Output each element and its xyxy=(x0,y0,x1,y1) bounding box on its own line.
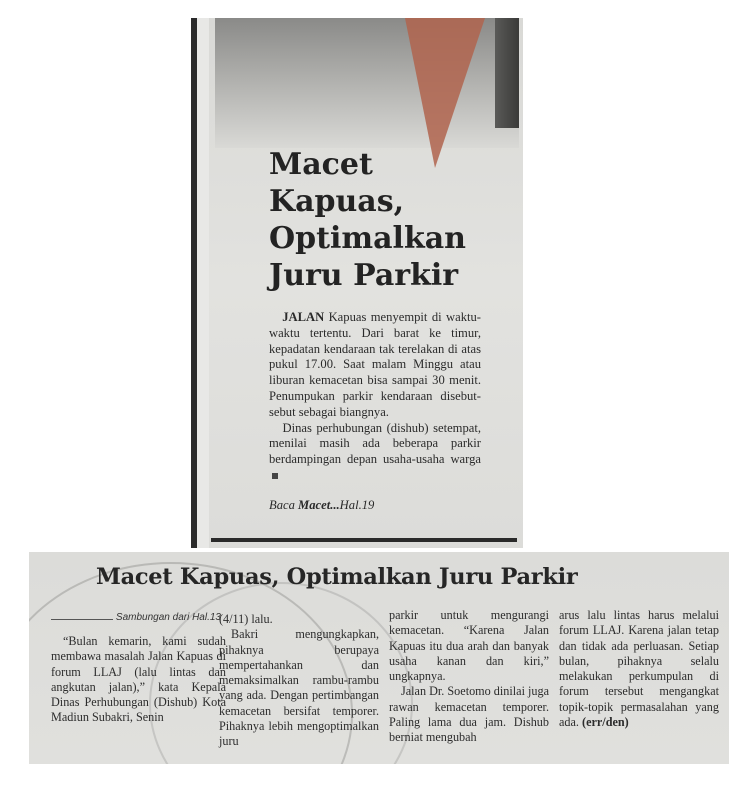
column-1 xyxy=(51,634,226,726)
paragraph-1 xyxy=(269,310,481,421)
column-2 xyxy=(219,612,379,750)
continue-reference xyxy=(269,498,374,513)
article-photo xyxy=(215,18,519,148)
headline-line-4: Juru Parkir xyxy=(269,258,459,293)
lead-word: JALAN xyxy=(282,310,325,324)
column-1-text: “Bulan kemarin, kami sudah membawa masalah Jalan Kapuas di forum LLAJ (lalu lintas dan angkutan jalan),” kata Kepala Dinas Perhubungan (Dishub) Kota Madiun Subakri, Senin xyxy=(51,634,226,725)
continued-from-rule xyxy=(51,619,113,620)
continued-from xyxy=(51,612,221,623)
clipping-bottom xyxy=(29,552,729,764)
headline-top xyxy=(269,146,499,294)
column-3-paragraph: Jalan Dr. Soetomo dinilai juga rawan kemacetan temporer. Paling lama dua jam. Dishub berniat mengubah xyxy=(389,684,549,745)
clipping-edge xyxy=(197,18,209,548)
column-4-text xyxy=(559,608,719,730)
paragraph-2-text: Dinas perhubungan (dishub) setempat, menilai masih ada beberapa parkir berdampingan depan usaha-usaha warga xyxy=(269,420,481,467)
headline-line-2: Kapuas, xyxy=(269,184,405,219)
paragraph-2 xyxy=(269,421,481,484)
headline-line-3: Optimalkan xyxy=(269,221,466,256)
column-4-body: arus lalu lintas harus melalui forum LLAJ. Karena jalan tetap dan tidak ada perluasan. Setiap bulan, pihaknya selalu melakukan perkumpulan di forum tersebut mengangkat topik-topik permasalahan yang ada. xyxy=(559,608,719,730)
continue-page: Hal.19 xyxy=(339,498,375,512)
cut-off-text-bottom xyxy=(40,764,740,785)
photo-dark-edge xyxy=(495,18,519,128)
clipping-top xyxy=(191,18,523,548)
end-mark-icon xyxy=(272,473,278,479)
paragraph-1-text: Kapuas menyempit di waktu-waktu tertentu. Dari barat ke timur, kepadatan kendaraan tak terelakan di atas pukul 17.00. Saat malam Minggu atau liburan kemacetan bisa sampai 30 menit. Penumpukan parkir kendaraan disebut-sebut sebagai biangnya. xyxy=(269,310,481,419)
column-3 xyxy=(389,608,549,746)
article-body-top xyxy=(269,310,481,484)
author-signature: (err/den) xyxy=(582,715,629,730)
headline-bottom: Macet Kapuas, Optimalkan Juru Parkir xyxy=(96,564,578,590)
column-3-first: parkir untuk mengurangi kemacetan. “Karena Jalan Kapuas itu dua arah dan banyak usaha kanan dan kiri,” ungkapnya. xyxy=(389,608,549,684)
continued-from-text: Sambungan dari Hal.13 xyxy=(115,612,221,623)
column-4 xyxy=(559,608,719,730)
headline-line-1: Macet xyxy=(269,147,373,182)
continue-bold: Macet... xyxy=(298,498,340,512)
column-2-first: (4/11) lalu. xyxy=(219,612,273,626)
continue-prefix: Baca xyxy=(269,498,295,512)
bottom-rule xyxy=(211,538,517,542)
column-2-paragraph: Bakri mengungkapkan, pihaknya berupaya mempertahankan dan memaksimalkan rambu-rambu yang ada. Dengan pertimbangan kemacetan bersifat temporer. Pihaknya lebih mengoptimalkan juru xyxy=(219,627,379,749)
